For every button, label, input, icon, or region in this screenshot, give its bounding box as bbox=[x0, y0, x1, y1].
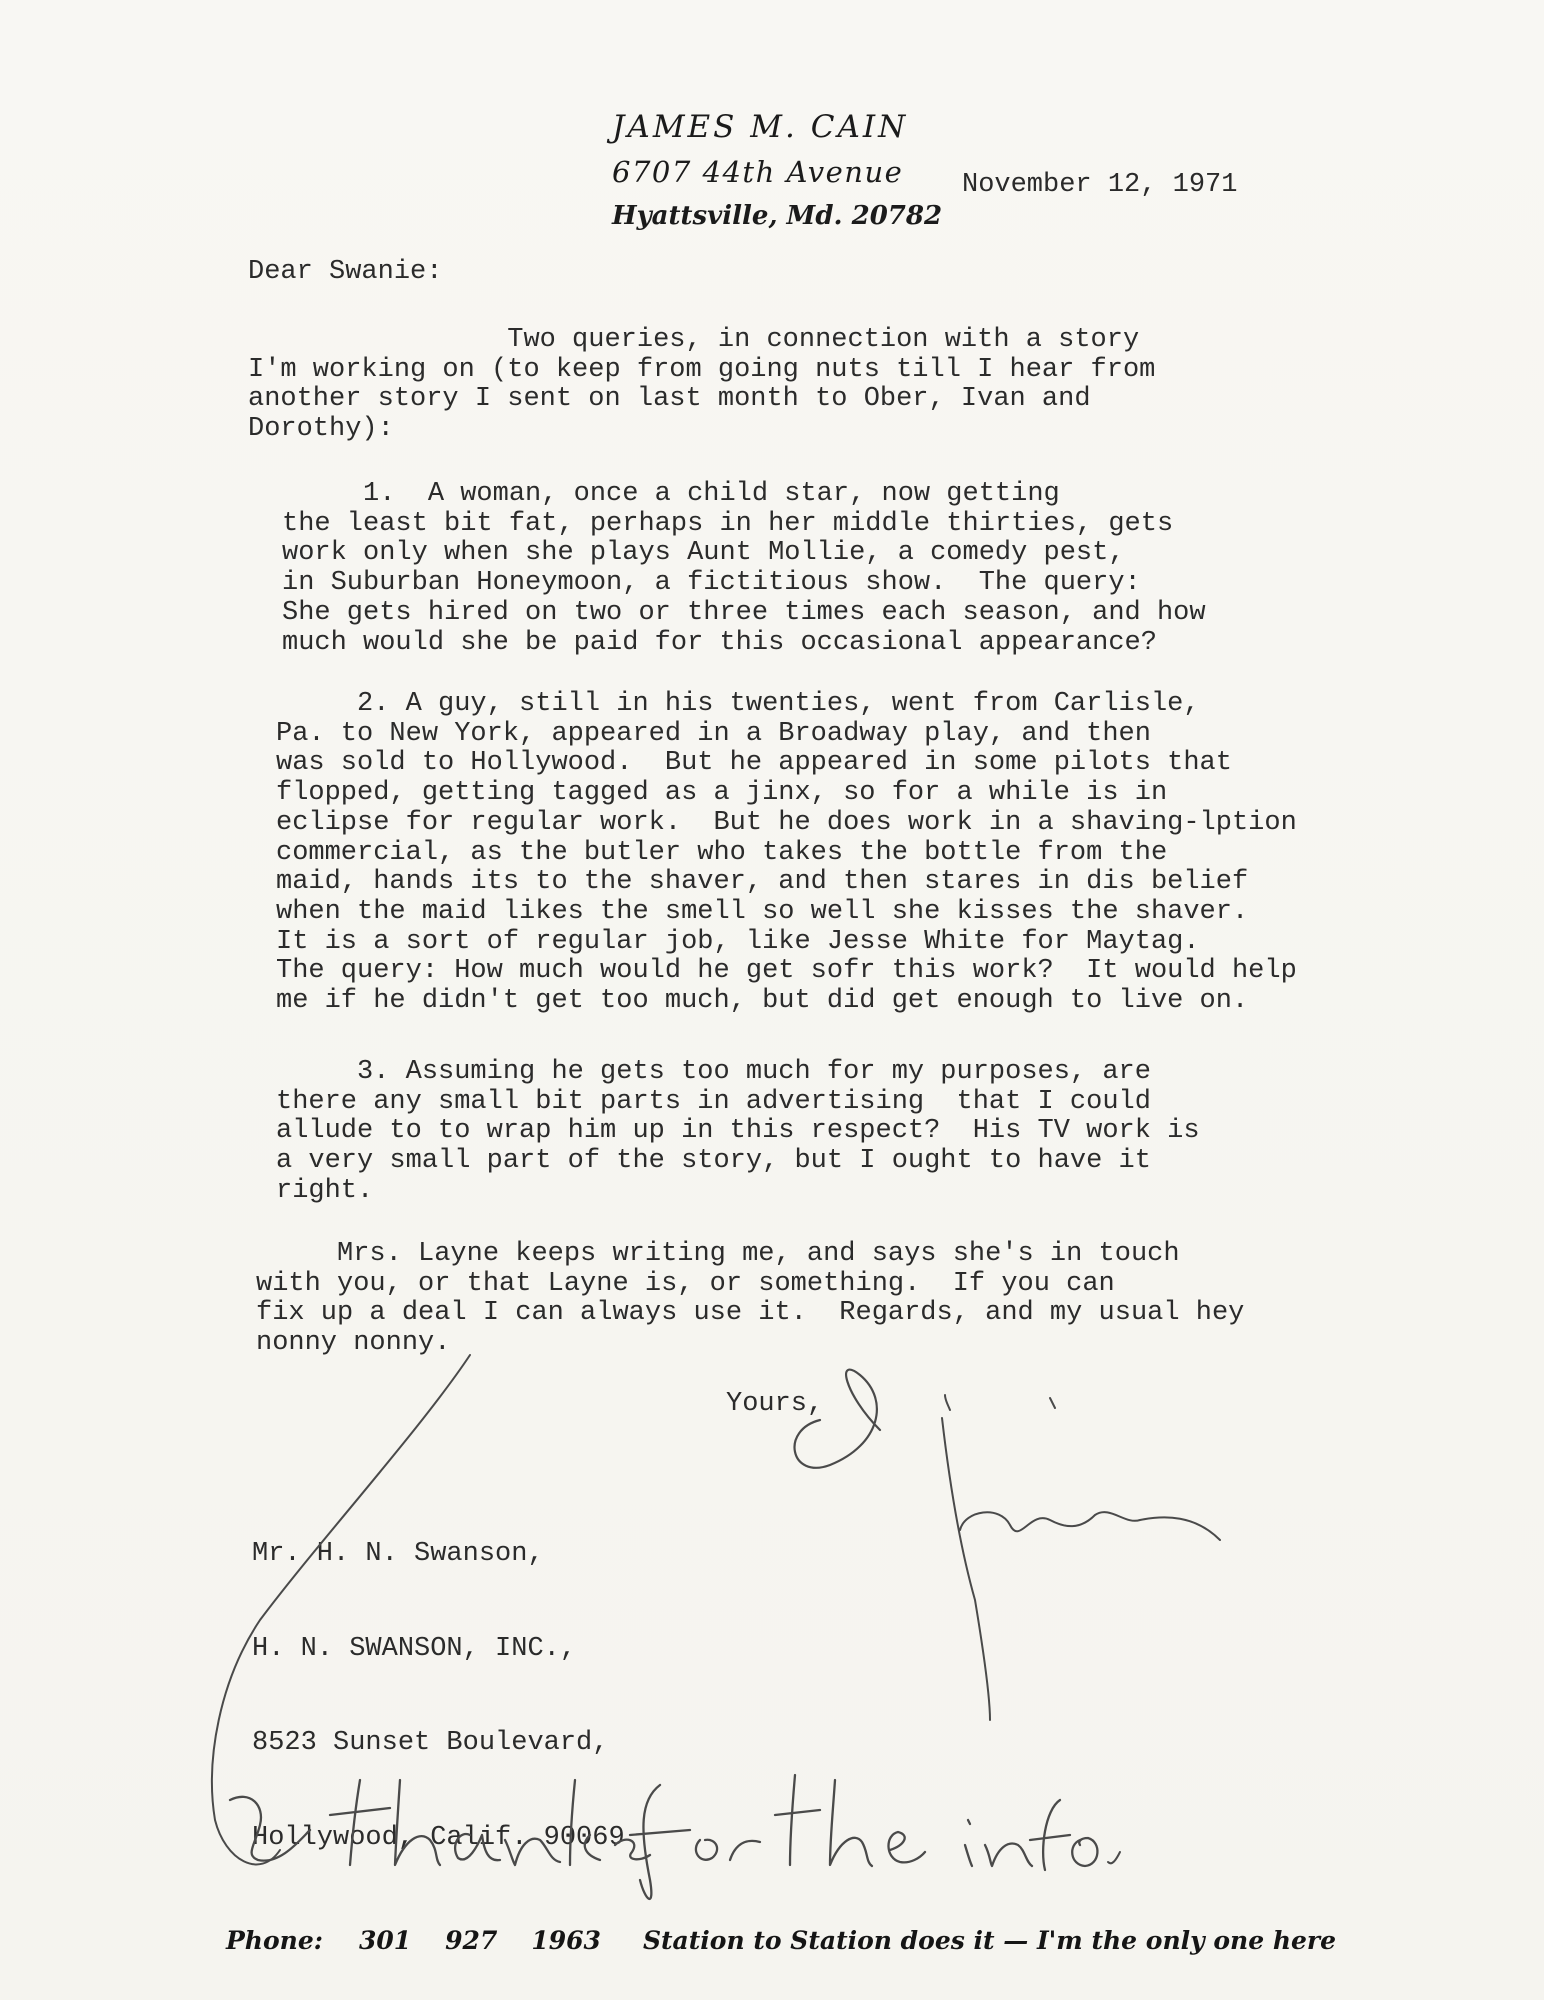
note-stroke bbox=[1072, 1838, 1097, 1866]
query-item-3: 3. Assuming he gets too much for my purposes, are there any small bit parts in advertising that I could allude to to wrap him up in this respect? His TV work is a very small part of the story, but I ought to have it right. bbox=[276, 1057, 1200, 1206]
letterhead-name: JAMES M. CAIN bbox=[612, 109, 909, 145]
intro-paragraph: Two queries, in connection with a story I'm working on (to keep from going nuts till I hear from another story I sent on last month to Ober, Ivan and Dorothy): bbox=[248, 325, 1156, 445]
note-stroke bbox=[888, 1832, 925, 1862]
signature-stroke bbox=[945, 1395, 950, 1410]
final-paragraph: Mrs. Layne keeps writing me, and says she's in touch with you, or that Layne is, or something. If you can fix up a deal I can always use it. Regards, and my usual hey nonny nonny. bbox=[256, 1239, 1245, 1359]
address-line-1: Mr. H. N. Swanson, bbox=[252, 1539, 544, 1569]
closing: Yours, bbox=[726, 1389, 824, 1419]
note-stroke bbox=[1030, 1800, 1070, 1870]
footer-slogan: Station to Station does it — I'm the only one here bbox=[642, 1926, 1336, 1955]
footer-exchange: 927 bbox=[445, 1926, 498, 1955]
salutation: Dear Swanie: bbox=[248, 257, 443, 287]
letter-date: November 12, 1971 bbox=[962, 170, 1238, 200]
note-stroke bbox=[965, 1820, 972, 1866]
letterhead-street: 6707 44th Avenue bbox=[612, 155, 904, 189]
note-stroke bbox=[630, 1785, 690, 1899]
note-stroke bbox=[775, 1775, 820, 1865]
recipient-address bbox=[252, 1476, 625, 1917]
note-stroke bbox=[830, 1780, 872, 1866]
footer-number: 1963 bbox=[531, 1926, 601, 1955]
signature-stroke bbox=[1050, 1398, 1055, 1408]
note-stroke bbox=[1108, 1852, 1120, 1863]
note-stroke bbox=[985, 1844, 1032, 1866]
address-line-2: H. N. SWANSON, INC., bbox=[252, 1633, 577, 1664]
letterhead bbox=[612, 104, 952, 238]
signature-stroke bbox=[960, 1512, 1220, 1540]
footer-phone bbox=[226, 1926, 1336, 1955]
query-item-2: 2. A guy, still in his twenties, went from Carlisle, Pa. to New York, appeared in a Broadway play, and then was sold to Hollywood. But he appeared in some pilots that flopped, getting tagged as a jinx, so for a while is in eclipse for regular work. But he does work in a shaving-lption commercial, as the butler who takes the bottle from the maid, hands its to the shaver, and then stares in dis belief when the maid likes the smell so well she kisses the shaver. It is a sort of regular job, like Jesse White for Maytag. The query: How much would he get sofr this work? It would help me if he didn't get too much, but did get enough to live on. bbox=[276, 689, 1297, 1017]
query-item-1: 1. A woman, once a child star, now getting the least bit fat, perhaps in her middle thirties, gets work only when she plays Aunt Mollie, a comedy pest, in Suburban Honeymoon, a fictitious show. The query: She gets hired on two or three times each season, and how much would she be paid for this occasional appearance? bbox=[282, 479, 1206, 658]
footer-phone-label: Phone: bbox=[226, 1926, 323, 1955]
footer-area-code: 301 bbox=[358, 1926, 412, 1955]
signature-stroke bbox=[942, 1418, 990, 1720]
address-line-4: Hollywood, Calif. 90069 bbox=[252, 1822, 625, 1853]
address-line-3: 8523 Sunset Boulevard, bbox=[252, 1728, 609, 1758]
note-stroke bbox=[696, 1840, 760, 1860]
letterhead-city: Hyattsville, Md. 20782 bbox=[612, 201, 943, 231]
